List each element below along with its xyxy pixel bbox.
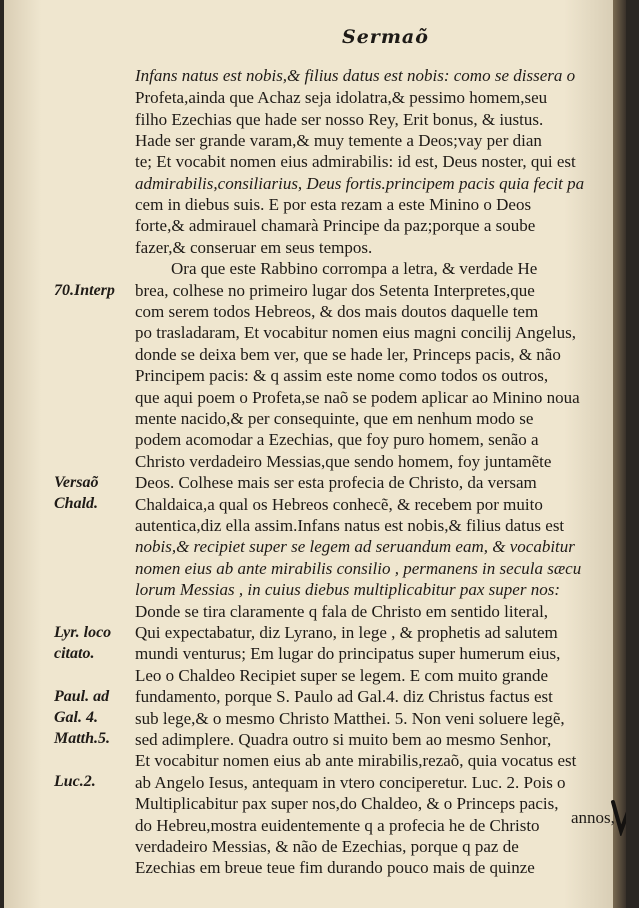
text-line: nobis,& recipiet super se legem ad seruandum eam, & vocabitur	[135, 537, 575, 556]
text-line: autentica,diz ella assim.Infans natus est nobis,& filius datus est	[135, 516, 565, 535]
text-line: Chaldaica,a qual os Hebreos conhecẽ, & recebem por muito	[135, 495, 543, 514]
text-line: mundi venturus; Em lugar do principatus super humerum eius,	[135, 644, 561, 663]
margin-note: Matth.5.	[54, 730, 111, 747]
text-line: Leo o Chaldeo Recipiet super se legem. E com muito grande	[135, 666, 549, 685]
text-line: donde se deixa bem ver, que se hade ler, Princeps pacis, & não	[135, 345, 561, 364]
margin-note: Versaõ	[54, 474, 99, 491]
text-line: sed adimplere. Quadra outro si muito bem ao mesmo Senhor,	[135, 730, 552, 749]
text-line: Infans natus est nobis,& filius datus est nobis: como se dissera o	[135, 66, 576, 85]
text-line: te; Et vocabit nomen eius admirabilis: id est, Deus noster, qui est	[135, 152, 576, 171]
text-line: verdadeiro Messias, & não de Ezechias, porque q paz de	[135, 837, 519, 856]
text-line: lorum Messias , in cuius diebus multiplicabitur pax super nos:	[135, 580, 560, 599]
text-line: Principem pacis: & q assim este nome como todos os outros,	[135, 366, 549, 385]
text-line: Profeta,ainda que Achaz seja idolatra,& pessimo homem,seu	[135, 88, 548, 107]
text-line: Ora que este Rabbino corrompa a letra, & verdade He	[171, 259, 538, 278]
margin-note: Lyr. loco	[54, 624, 112, 641]
text-line: Qui expectabatur, diz Lyrano, in lege , & prophetis ad salutem	[135, 623, 558, 642]
text-line: fazer,& conseruar em seus tempos.	[135, 238, 373, 257]
text-line: brea, colhese no primeiro lugar dos Setenta Interpretes,que	[135, 281, 535, 300]
text-line: Multiplicabitur pax super nos,do Chaldeo, & o Princeps pacis,	[135, 794, 559, 813]
text-line: ab Angelo Iesus, antequam in vtero conciperetur. Luc. 2. Pois o	[135, 773, 566, 792]
text-line: do Hebreu,mostra euidentemente q a profecia he de Christo	[135, 816, 540, 835]
margin-note: Chald.	[54, 495, 99, 512]
text-line: Donde se tira claramente q fala de Christo em sentido literal,	[135, 602, 549, 621]
margin-note: Luc.2.	[54, 773, 96, 790]
text-line: que aqui poem o Profeta,se naõ se podem aplicar ao Minino noua	[135, 388, 580, 407]
text-line: fundamento, porque S. Paulo ad Gal.4. diz Christus factus est	[135, 687, 553, 706]
running-head: Sermaõ	[342, 26, 429, 48]
text-line: Et vocabitur nomen eius ab ante mirabilis,rezaõ, quia vocatus est	[135, 751, 577, 770]
margin-note: Paul. ad	[54, 688, 110, 705]
text-line: cem in diebus suis. E por esta rezam a este Minino o Deos	[135, 195, 532, 214]
text-line: Hade ser grande varam,& muy temente a Deos;vay per dian	[135, 131, 542, 150]
ink-mark	[610, 798, 626, 836]
text-line: forte,& admirauel chamarà Principe da paz;porque a soube	[135, 216, 536, 235]
catchword: annos,	[571, 808, 615, 827]
text-line: com serem todos Hebreos, & dos mais doutos daquelle tem	[135, 302, 539, 321]
text-line: nomen eius ab ante mirabilis consilio , permanens in secula sæcu	[135, 559, 582, 578]
text-line: Deos. Colhese mais ser esta profecia de Christo, da versam	[135, 473, 537, 492]
margin-note: citato.	[54, 645, 95, 662]
margin-note: 70.Interp	[54, 282, 115, 299]
text-line: sub lege,& o mesmo Christo Matthei. 5. Non veni soluere legẽ,	[135, 709, 565, 728]
text-line: podem acomodar a Ezechias, que foy puro homem, senão a	[135, 430, 539, 449]
text-line: filho Ezechias que hade ser nosso Rey, Erit bonus, & iustus.	[135, 110, 544, 129]
text-line: Christo verdadeiro Messias,que sendo homem, foy juntamẽte	[135, 452, 552, 471]
text-line: mente nacido,& per consequinte, que em nenhum modo se	[135, 409, 534, 428]
book-page	[4, 0, 626, 908]
text-line: Ezechias em breue teue fim durando pouco mais de quinze	[135, 858, 535, 877]
text-line: po trasladaram, Et vocabitur nomen eius magni concilij Angelus,	[135, 323, 576, 342]
margin-note: Gal. 4.	[54, 709, 98, 726]
text-line: admirabilis,consiliarius, Deus fortis.principem pacis quia fecit pa	[135, 174, 585, 193]
